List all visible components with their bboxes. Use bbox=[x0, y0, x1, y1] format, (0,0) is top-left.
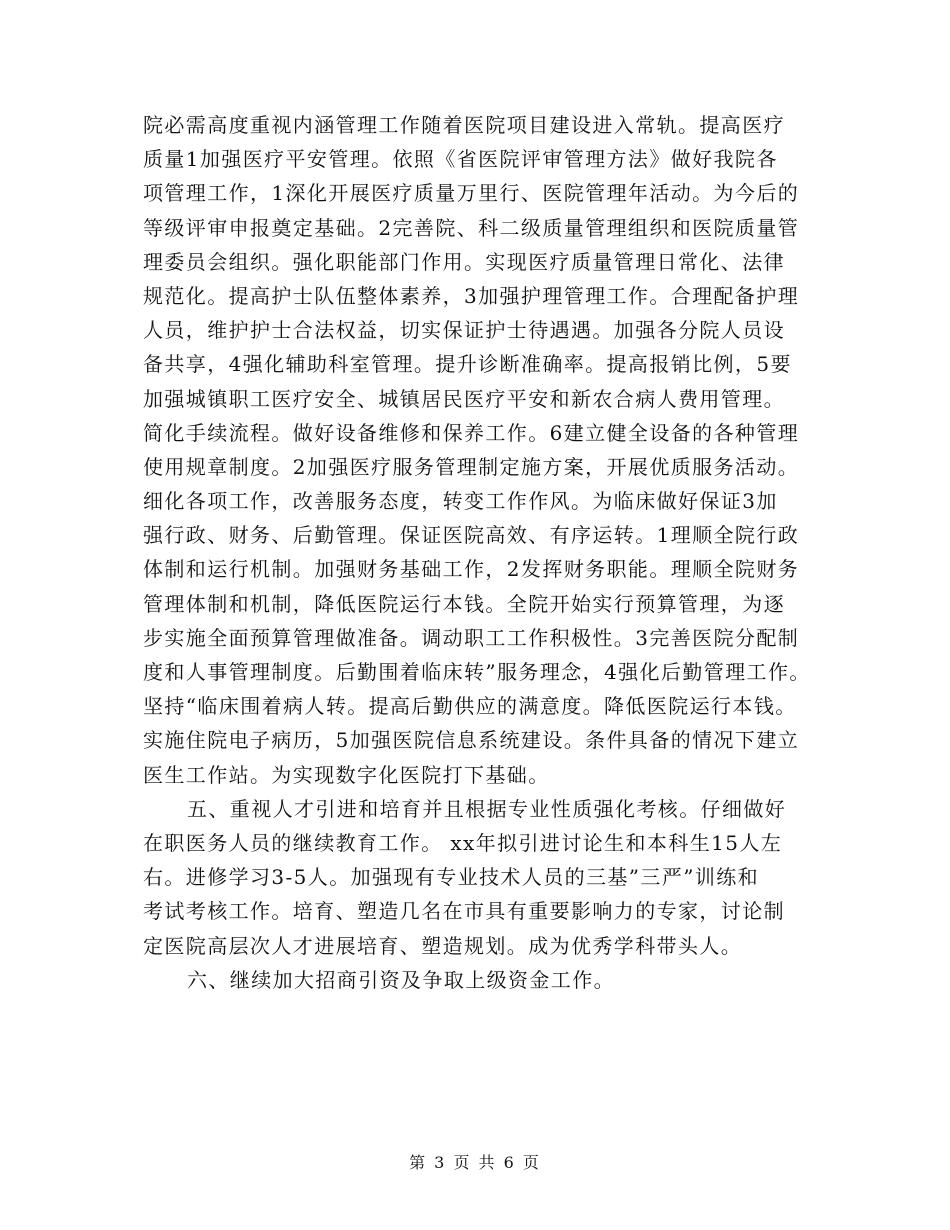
text-line: 六、继续加大招商引资及争取上级资金工作。 bbox=[187, 967, 615, 992]
text-line: 医生工作站。为实现数字化医院打下基础。 bbox=[143, 762, 550, 787]
text-line: 加强城镇职工医疗安全、城镇居民医疗平安和新农合病人费用管理。 bbox=[143, 386, 785, 411]
text-line: 考试考核工作。培育、塑造几名在市具有重要影响力的专家，讨论制 bbox=[143, 899, 785, 924]
text-line: 定医院高层次人才进展培育、塑造规划。成为优秀学科带头人。 bbox=[143, 933, 743, 958]
text-line: 等级评审申报奠定基础。2完善院、科二级质量管理组织和医院质量管 bbox=[143, 215, 800, 240]
text-line: 简化手续流程。做好设备维修和保养工作。6建立健全设备的各种管理 bbox=[143, 420, 800, 445]
text-line: 使用规章制度。2加强医疗服务管理制定施方案，开展优质服务活动。 bbox=[143, 454, 800, 479]
text-line: 备共享，4强化辅助科室管理。提升诊断准确率。提高报销比例，5要 bbox=[143, 352, 792, 377]
text-line: 强行政、财务、后勤管理。保证医院高效、有序运转。1理顺全院行政 bbox=[143, 523, 800, 548]
text-line: 五、重视人才引进和培育并且根据专业性质强化考核。仔细做好 bbox=[187, 796, 787, 821]
text-line: 理委员会组织。强化职能部门作用。实现医疗质量管理日常化、法律 bbox=[143, 249, 785, 274]
text-line: 在职医务人员的继续教育工作。 xx年拟引进讨论生和本科生15人左 bbox=[143, 830, 783, 855]
text-line: 院必需高度重视内涵管理工作随着医院项目建设进入常轨。提高医疗 bbox=[143, 113, 785, 137]
text-line: 步实施全面预算管理做准备。调动职工工作积极性。3完善医院分配制 bbox=[143, 625, 800, 650]
text-line: 右。进修学习3-5人。加强现有专业技术人员的三基”三严”训练和 bbox=[143, 865, 760, 890]
page-footer: 第 3 页 共 6 页 bbox=[409, 1153, 541, 1172]
text-line: 管理体制和机制，降低医院运行本钱。全院开始实行预算管理，为逐 bbox=[143, 591, 785, 616]
text-line: 坚持“临床围着病人转。提高后勤供应的满意度。降低医院运行本钱。 bbox=[143, 694, 797, 719]
text-line: 细化各项工作，改善服务态度，转变工作作风。为临床做好保证3加 bbox=[143, 489, 778, 514]
document-body bbox=[143, 108, 823, 997]
text-line: 规范化。提高护士队伍整体素养，3加强护理管理工作。合理配备护理 bbox=[143, 283, 800, 308]
text-line: 体制和运行机制。加强财务基础工作，2发挥财务职能。理顺全院财务 bbox=[143, 557, 800, 582]
text-line: 实施住院电子病历，5加强医院信息系统建设。条件具备的情况下建立 bbox=[143, 728, 800, 753]
text-line: 质量1加强医疗平安管理。依照《省医院评审管理方法》做好我院各 bbox=[143, 147, 778, 172]
text-line: 项管理工作，1深化开展医疗质量万里行、医院管理年活动。为今后的 bbox=[143, 181, 800, 206]
text-line: 人员，维护护士合法权益，切实保证护士待遇遇。加强各分院人员设 bbox=[143, 318, 785, 343]
text-line: 度和人事管理制度。后勤围着临床转”服务理念，4强化后勤管理工作。 bbox=[143, 660, 811, 684]
